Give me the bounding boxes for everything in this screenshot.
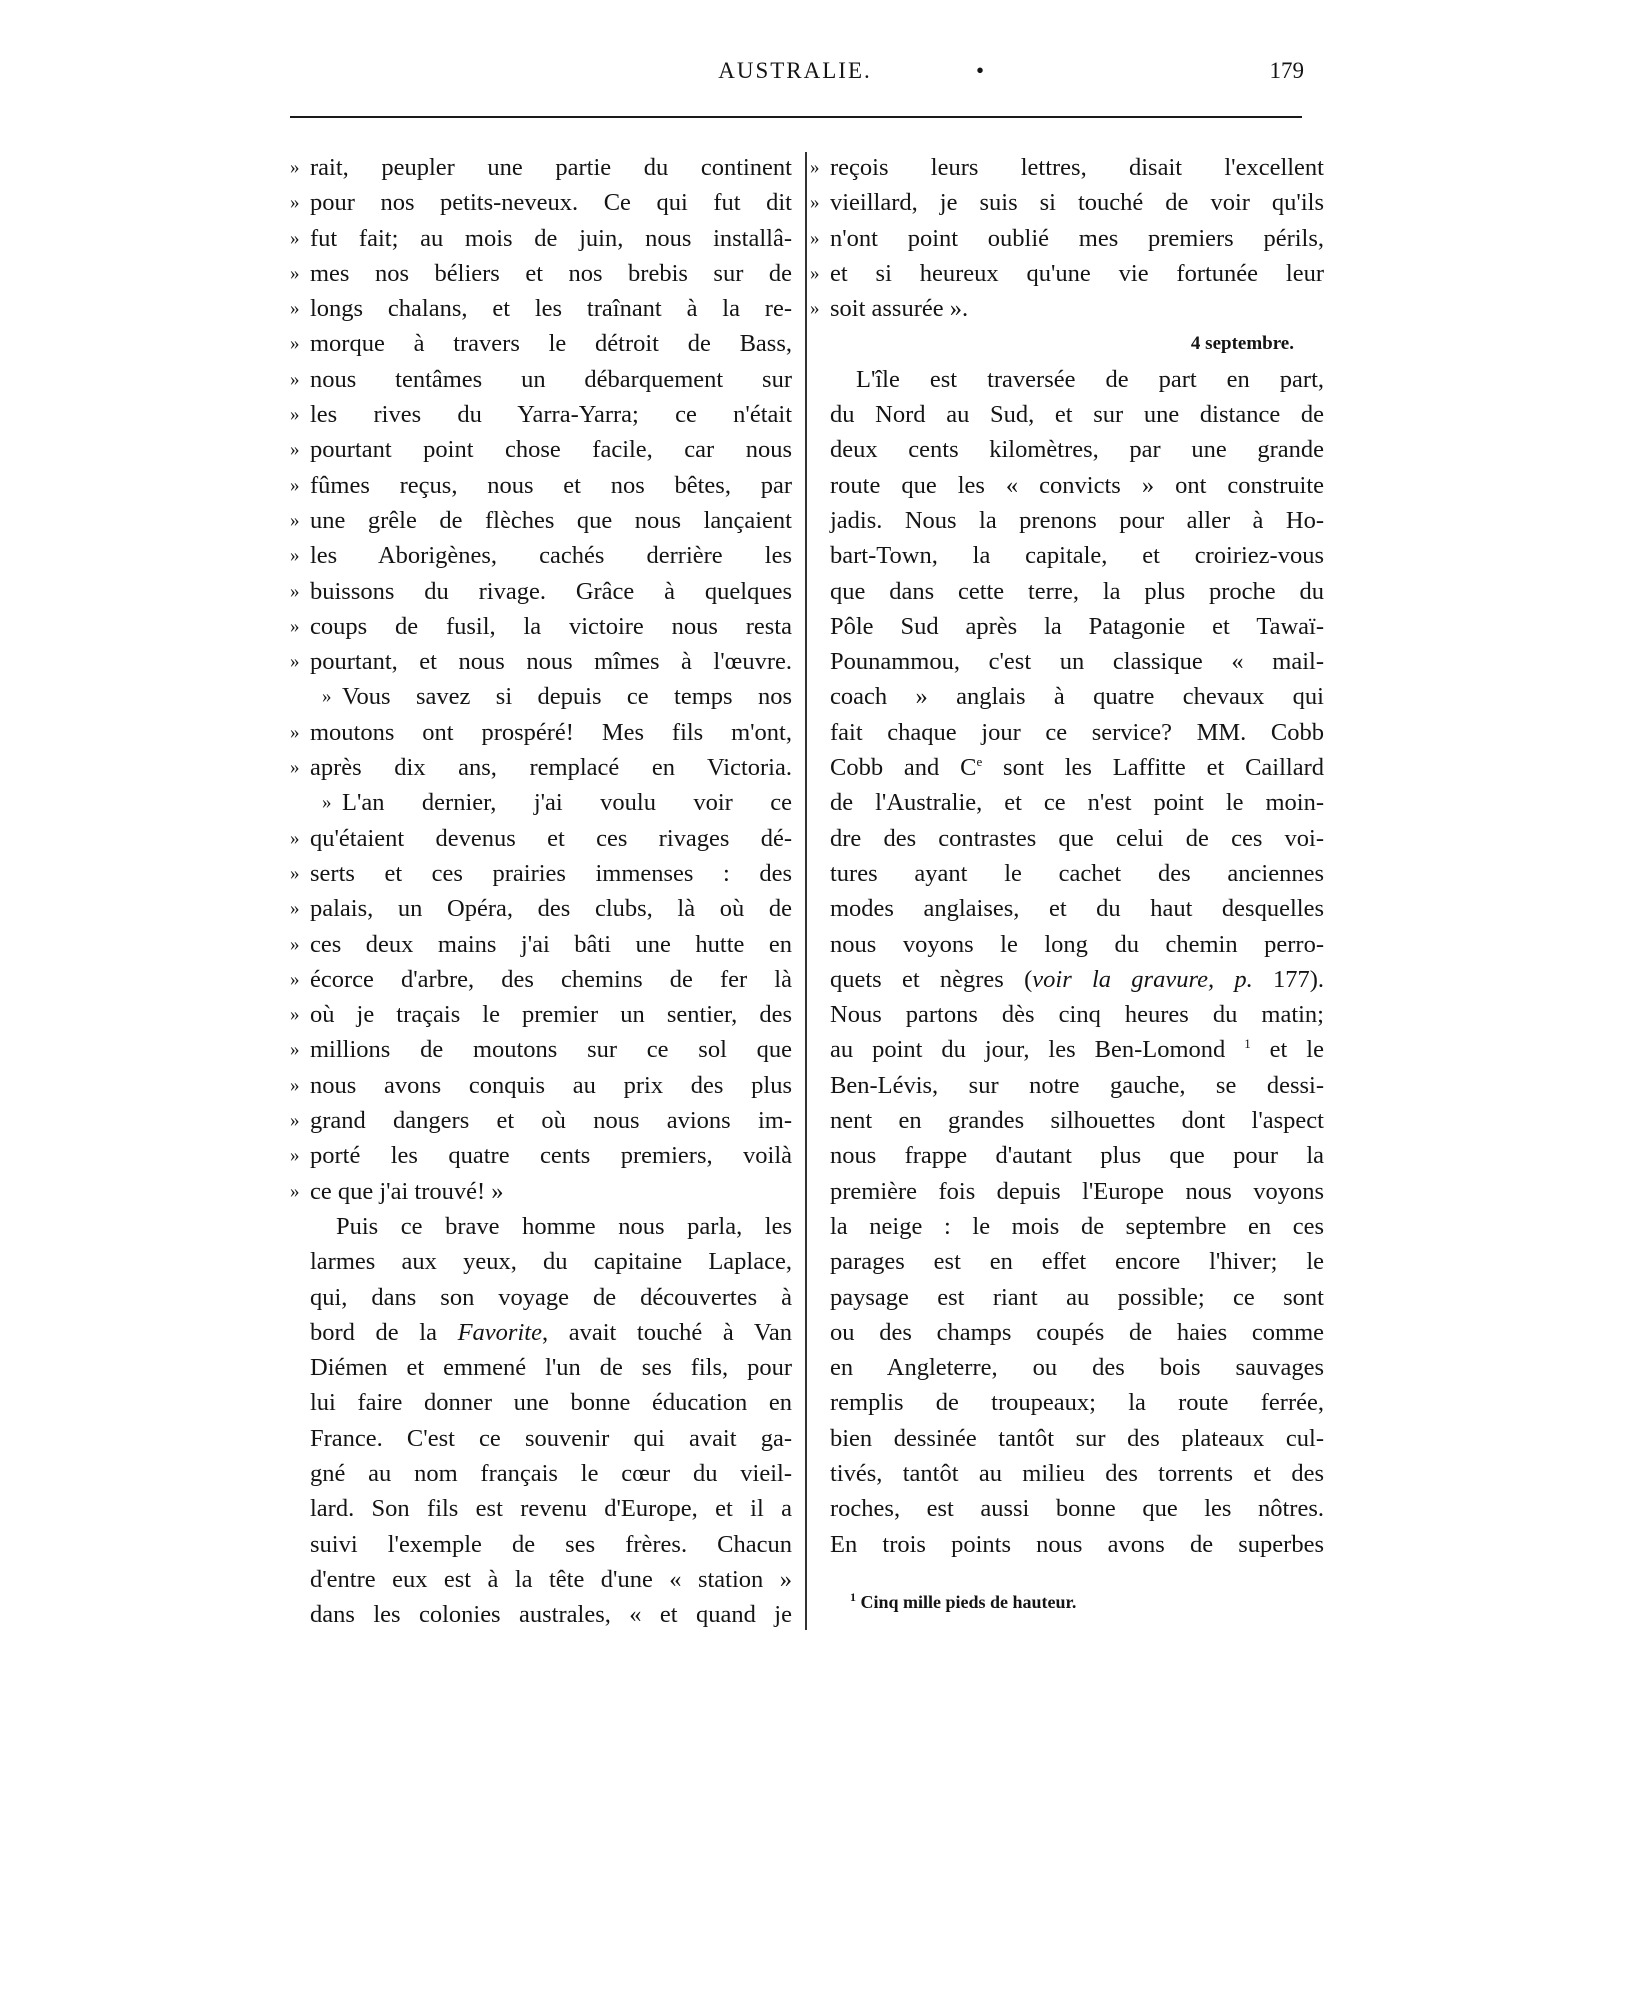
text-line [830, 1456, 1324, 1491]
text-line [830, 1385, 1324, 1420]
text-line [830, 609, 1324, 644]
line-text: buissons du rivage. Grâce à quelques [310, 577, 792, 605]
line-text: grand dangers et où nous avions im- [310, 1107, 792, 1135]
line-text: ou des champs coupés de haies comme [830, 1318, 1324, 1346]
quote-mark: » [810, 298, 820, 320]
text-line [290, 997, 792, 1032]
line-text [310, 1315, 792, 1350]
quote-mark: » [290, 862, 300, 884]
line-text: tures ayant le cachet des anciennes [830, 859, 1324, 887]
line-text: millions de moutons sur ce sol que [310, 1036, 792, 1064]
text-line [830, 468, 1324, 503]
text-line [830, 821, 1324, 856]
text-line [830, 644, 1324, 679]
text-line [810, 221, 1324, 256]
text-line [310, 785, 792, 820]
text-line [290, 362, 792, 397]
text-line [830, 1491, 1324, 1526]
line-text: nous voyons le long du chemin perro- [830, 930, 1324, 958]
text-line [830, 1103, 1324, 1138]
line-text: serts et ces prairies immenses : des [310, 859, 792, 887]
quote-mark: » [290, 827, 300, 849]
line-text: pour nos petits-neveux. Ce qui fut dit [310, 189, 792, 217]
line-text: deux cents kilomètres, par une grande [830, 436, 1324, 464]
line-text: L'île est traversée de part en part, [856, 365, 1324, 393]
text-line [290, 644, 792, 679]
line-text [830, 962, 1324, 997]
quote-mark: » [290, 368, 300, 390]
line-text: moutons ont prospéré! Mes fils m'ont, [310, 718, 792, 746]
quote-mark: » [290, 227, 300, 249]
text-line [830, 856, 1324, 891]
quote-mark: » [290, 262, 300, 284]
text-line [310, 679, 792, 714]
line-text: Ben-Lévis, sur notre gauche, se dessi- [830, 1071, 1324, 1099]
quote-mark: » [290, 298, 300, 320]
line-text: Pôle Sud après la Patagonie et Tawaï- [830, 612, 1324, 640]
text-line [830, 1068, 1324, 1103]
text-line [290, 538, 792, 573]
column-divider [805, 152, 807, 1630]
line-text: Puis ce brave homme nous parla, les [336, 1212, 792, 1240]
line-text: et si heureux qu'une vie fortunée leur [830, 259, 1324, 287]
line-text: soit assurée ». [830, 295, 969, 323]
line-text: coups de fusil, la victoire nous resta [310, 612, 792, 640]
text-line [290, 185, 792, 220]
text-line [310, 1597, 792, 1632]
text-line [830, 362, 1324, 397]
line-text: les Aborigènes, cachés derrière les [310, 542, 792, 570]
line-text: lui faire donner une bonne éducation en [310, 1389, 792, 1417]
line-text: n'ont point oublié mes premiers périls, [830, 224, 1324, 252]
text-line [310, 1385, 792, 1420]
text-line [290, 503, 792, 538]
line-text: Vous savez si depuis ce temps nos [342, 683, 792, 711]
quote-mark: » [290, 1074, 300, 1096]
line-text: de l'Australie, et ce n'est point le moin- [830, 789, 1324, 817]
text-line [290, 574, 792, 609]
line-text: coach » anglais à quatre chevaux qui [830, 683, 1324, 711]
text-line [290, 927, 792, 962]
line-text: remplis de troupeaux; la route ferrée, [830, 1389, 1324, 1417]
line-text: suivi l'exemple de ses frères. Chacun [310, 1530, 792, 1558]
text-line [810, 291, 1324, 326]
text-line [310, 1456, 792, 1491]
quote-mark: » [290, 1110, 300, 1132]
line-text: nent en grandes silhouettes dont l'aspect [830, 1107, 1324, 1135]
text-line [310, 1350, 792, 1385]
line-text [830, 750, 1324, 785]
line-text: dans les colonies australes, « et quand je [310, 1601, 792, 1629]
text-line [290, 397, 792, 432]
line-text: gné au nom français le cœur du vieil- [310, 1459, 792, 1487]
line-text: la neige : le mois de septembre en ces [830, 1212, 1324, 1240]
quote-mark: » [810, 262, 820, 284]
text-segment: et le [1250, 1036, 1324, 1064]
line-text: qu'étaient devenus et ces rivages dé- [310, 824, 792, 852]
text-line [310, 1562, 792, 1597]
superscript: 1 [1244, 1036, 1251, 1052]
text-line [290, 326, 792, 361]
line-text: après dix ans, remplacé en Victoria. [310, 754, 792, 782]
line-text: nous frappe d'autant plus que pour la [830, 1142, 1324, 1170]
text-line [830, 715, 1324, 750]
text-segment: 177). [1252, 965, 1324, 993]
line-text: longs chalans, et les traînant à la re- [310, 295, 792, 323]
text-line [290, 1032, 792, 1067]
line-text: ces deux mains j'ai bâti une hutte en [310, 930, 792, 958]
text-line [290, 432, 792, 467]
line-text: que dans cette terre, la plus proche du [830, 577, 1324, 605]
page-number: 179 [1269, 58, 1304, 83]
quote-mark: » [290, 157, 300, 178]
line-text: fut fait; au mois de juin, nous installâ- [310, 224, 792, 252]
line-text: parages est en effet encore l'hiver; le [830, 1248, 1324, 1276]
text-segment: bord de la [310, 1318, 458, 1346]
text-segment: au point du jour, les Ben-Lomond [830, 1036, 1245, 1064]
line-text: fait chaque jour ce service? MM. Cobb [830, 718, 1324, 746]
quote-mark: » [290, 721, 300, 743]
text-line [830, 1174, 1324, 1209]
quote-mark: » [810, 157, 820, 178]
quote-mark: » [810, 192, 820, 214]
quote-mark: » [290, 651, 300, 673]
text-line [290, 609, 792, 644]
line-text: pourtant, et nous nous mîmes à l'œuvre. [310, 648, 792, 676]
quote-mark: » [290, 1039, 300, 1061]
line-text: palais, un Opéra, des clubs, là où de [310, 895, 792, 923]
text-line [290, 1174, 792, 1209]
line-text: L'an dernier, j'ai voulu voir ce [342, 789, 792, 817]
italic-text: Favorite [457, 1318, 542, 1346]
line-text: Pounammou, c'est un classique « mail- [830, 648, 1324, 676]
quote-mark: » [810, 227, 820, 249]
text-line [290, 291, 792, 326]
line-text: nous tentâmes un débarquement sur [310, 365, 792, 393]
text-line [830, 1209, 1324, 1244]
quote-mark: » [290, 474, 300, 496]
text-line [830, 1244, 1324, 1279]
text-line [830, 891, 1324, 926]
text-line [830, 679, 1324, 714]
quote-mark: » [290, 580, 300, 602]
text-line [290, 468, 792, 503]
text-line [290, 1138, 792, 1173]
quote-mark: » [322, 686, 332, 708]
text-line [290, 856, 792, 891]
text-line [290, 821, 792, 856]
line-text: première fois depuis l'Europe nous voyons [830, 1177, 1324, 1205]
footnote-number: 1 [850, 1590, 856, 1604]
text-line [830, 785, 1324, 820]
text-line [290, 256, 792, 291]
quote-mark: » [322, 792, 332, 814]
line-text: ce que j'ai trouvé! » [310, 1177, 504, 1205]
line-text: jadis. Nous la prenons pour aller à Ho- [830, 506, 1324, 534]
italic-text: voir la gravure, p. [1032, 965, 1253, 993]
text-segment: Cobb and C [830, 754, 977, 782]
footnote [850, 1592, 1076, 1613]
right-column [810, 150, 1324, 1562]
text-line [290, 221, 792, 256]
line-text: 4 septembre. [1190, 333, 1294, 355]
text-line [830, 1527, 1324, 1562]
text-line [830, 750, 1324, 785]
line-text: d'entre eux est à la tête d'une « station » [310, 1565, 792, 1593]
line-text: une grêle de flèches que nous lançaient [310, 506, 792, 534]
quote-mark: » [290, 1180, 300, 1202]
line-text: bart-Town, la capitale, et croiriez-vous [830, 542, 1324, 570]
text-line [830, 1421, 1324, 1456]
line-text: rait, peupler une partie du continent [310, 154, 792, 181]
line-text: morque à travers le détroit de Bass, [310, 330, 792, 358]
line-text: lard. Son fils est revenu d'Europe, et il a [310, 1495, 792, 1523]
header-rule [290, 116, 1302, 118]
date-heading [830, 326, 1324, 361]
text-segment: quets et nègres ( [830, 965, 1033, 993]
line-text: Diémen et emmené l'un de ses fils, pour [310, 1354, 792, 1382]
line-text: mes nos béliers et nos brebis sur de [310, 259, 792, 287]
text-line [290, 962, 792, 997]
line-text: reçois leurs lettres, disait l'excellent [830, 154, 1324, 181]
quote-mark: » [290, 1145, 300, 1167]
quote-mark: » [290, 404, 300, 426]
quote-mark: » [290, 968, 300, 990]
text-line [830, 962, 1324, 997]
quote-mark: » [290, 192, 300, 214]
superscript: e [976, 753, 983, 769]
text-line [290, 715, 792, 750]
line-text: du Nord au Sud, et sur une distance de [830, 401, 1324, 429]
line-text: nous avons conquis au prix des plus [310, 1071, 792, 1099]
text-line [310, 1421, 792, 1456]
quote-mark: » [290, 1004, 300, 1026]
line-text: tivés, tantôt au milieu des torrents et des [830, 1459, 1324, 1487]
line-text: dre des contrastes que celui de ces voi- [830, 824, 1324, 852]
text-line [310, 1209, 792, 1244]
line-text: les rives du Yarra-Yarra; ce n'était [310, 401, 792, 429]
line-text: bien dessinée tantôt sur des plateaux cul- [830, 1424, 1324, 1452]
line-text: porté les quatre cents premiers, voilà [310, 1142, 792, 1170]
text-line [290, 1068, 792, 1103]
quote-mark: » [290, 898, 300, 920]
line-text: En trois points nous avons de superbes [830, 1530, 1324, 1558]
quote-mark: » [290, 757, 300, 779]
text-line [830, 1315, 1324, 1350]
line-text: modes anglaises, et du haut desquelles [830, 895, 1324, 923]
line-text: où je traçais le premier un sentier, des [310, 1001, 792, 1029]
text-line [830, 397, 1324, 432]
text-line [310, 1244, 792, 1279]
line-text: écorce d'arbre, des chemins de fer là [310, 965, 792, 993]
line-text: roches, est aussi bonne que les nôtres. [830, 1495, 1324, 1523]
text-line [810, 256, 1324, 291]
text-line [830, 1138, 1324, 1173]
text-line [830, 538, 1324, 573]
text-line [830, 432, 1324, 467]
text-line [830, 997, 1324, 1032]
text-line [810, 150, 1324, 185]
quote-mark: » [290, 933, 300, 955]
quote-mark: » [290, 333, 300, 355]
line-text: qui, dans son voyage de découvertes à [310, 1283, 792, 1311]
text-line [830, 1350, 1324, 1385]
text-segment: , avait touché à Van [541, 1318, 793, 1346]
text-line [830, 1032, 1324, 1067]
line-text: vieillard, je suis si touché de voir qu'ils [830, 189, 1324, 217]
quote-mark: » [290, 615, 300, 637]
left-column [290, 150, 793, 1632]
text-line [830, 1280, 1324, 1315]
line-text: Nous partons dès cinq heures du matin; [830, 1001, 1324, 1029]
text-line [830, 503, 1324, 538]
line-text: France. C'est ce souvenir qui avait ga- [310, 1424, 792, 1452]
running-title: AUSTRALIE. [718, 58, 872, 83]
line-text: pourtant point chose facile, car nous [310, 436, 792, 464]
text-line [290, 891, 792, 926]
text-line [830, 927, 1324, 962]
quote-mark: » [290, 509, 300, 531]
line-text: larmes aux yeux, du capitaine Laplace, [310, 1248, 792, 1276]
line-text [830, 1032, 1324, 1067]
line-text: route que les « convicts » ont construite [830, 471, 1324, 499]
text-line [310, 1315, 792, 1350]
text-line [810, 185, 1324, 220]
line-text: paysage est riant au possible; ce sont [830, 1283, 1324, 1311]
footnote-text: Cinq mille pieds de hauteur. [860, 1592, 1077, 1612]
text-line [290, 750, 792, 785]
header-ornament: • [976, 58, 985, 83]
text-line [830, 574, 1324, 609]
text-line [290, 1103, 792, 1138]
text-segment: sont les Laffitte et Caillard [982, 754, 1324, 782]
text-line [310, 1491, 792, 1526]
quote-mark: » [290, 439, 300, 461]
line-text: fûmes reçus, nous et nos bêtes, par [310, 471, 792, 499]
text-line [310, 1280, 792, 1315]
line-text: en Angleterre, ou des bois sauvages [830, 1354, 1324, 1382]
text-line [310, 1527, 792, 1562]
quote-mark: » [290, 545, 300, 567]
text-line [290, 150, 792, 185]
